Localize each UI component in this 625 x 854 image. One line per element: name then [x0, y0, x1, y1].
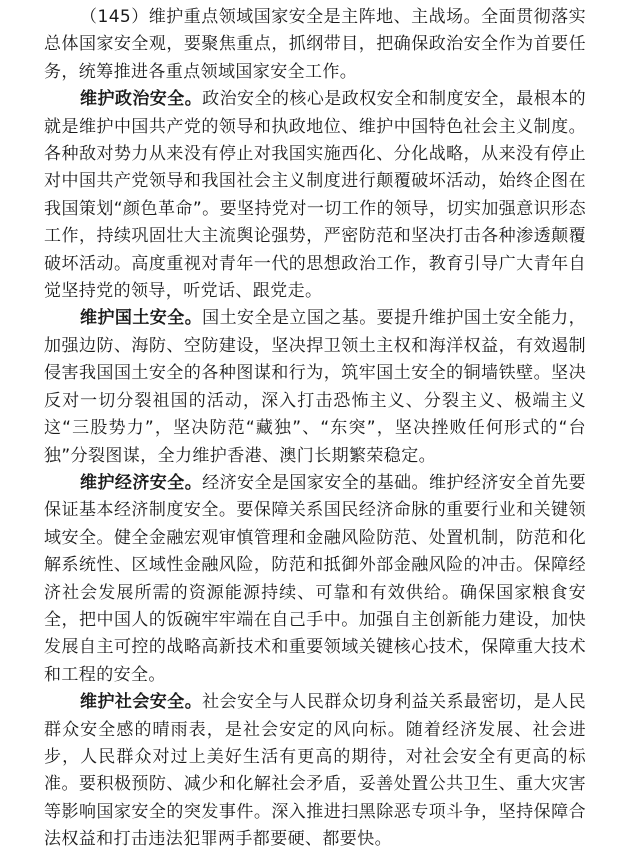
- paragraph-intro: [44, 4, 586, 86]
- paragraph-territorial-security: [44, 305, 586, 469]
- paragraph-economic-security-heading: 维护经济安全。: [80, 472, 203, 493]
- paragraph-intro-text: （145）维护重点领域国家安全是主阵地、主战场。全面贯彻落实总体国家安全观，要聚焦重点，抓纲带目，把确保政治安全作为首要任务，统筹推进各重点领域国家安全工作。: [44, 7, 586, 82]
- paragraph-political-security-text: 政治安全的核心是政权安全和制度安全，最根本的就是维护中国共产党的领导和执政地位、维护中国特色社会主义制度。各种敌对势力从来没有停止对我国实施西化、分化战略，从来没有停止对中国共产党领导和我国社会主义制度进行颠覆破坏活动，始终企图在我国策划“颜色革命”。要坚持党对一切工作的领导，切实加强意识形态工作，持续巩固壮大主流舆论强势，严密防范和坚决打击各种渗透颠覆破坏活动。高度重视对青年一代的思想政治工作，教育引导广大青年自觉坚持党的领导，听党话、跟党走。: [44, 89, 586, 302]
- paragraph-territorial-security-heading: 维护国土安全。: [80, 308, 203, 329]
- paragraph-economic-security: [44, 470, 586, 689]
- paragraph-social-security-text: 社会安全与人民群众切身利益关系最密切，是人民群众安全感的晴雨表，是社会安定的风向标。随着经济发展、社会进步，人民群众对过上美好生活有更高的期待，对社会安全有更高的标准。要积极预防、减少和化解社会矛盾，妥善处置公共卫生、重大灾害等影响国家安全的突发事件。深入推进扫黑除恶专项斗争，坚持保障合法权益和打击违法犯罪两手都要硬、都要快。: [44, 692, 586, 850]
- paragraph-political-security-heading: 维护政治安全。: [80, 89, 203, 110]
- paragraph-territorial-security-text: 国土安全是立国之基。要提升维护国土安全能力，加强边防、海防、空防建设，坚决捍卫领土主权和海洋权益，有效遏制侵害我国国土安全的各种图谋和行为，筑牢国土安全的铜墙铁壁。坚决反对一切分裂祖国的活动，深入打击恐怖主义、分裂主义、极端主义这“三股势力”，坚决防范“藏独”、“东突”，坚决挫败任何形式的“台独”分裂图谋，全力维护香港、澳门长期繁荣稳定。: [44, 308, 586, 466]
- paragraph-social-security-heading: 维护社会安全。: [80, 692, 203, 713]
- paragraph-economic-security-text: 经济安全是国家安全的基础。维护经济安全首先要保证基本经济制度安全。要保障关系国民经济命脉的重要行业和关键领域安全。健全金融宏观审慎管理和金融风险防范、处置机制，防范和化解系统性、区域性金融风险，防范和抵御外部金融风险的冲击。保障经济社会发展所需的资源能源持续、可靠和有效供给。确保国家粮食安全，把中国人的饭碗牢牢端在自己手中。加强自主创新能力建设，加快发展自主可控的战略高新技术和重要领域关键核心技术，保障重大技术和工程的安全。: [44, 472, 586, 685]
- document-body: [44, 4, 586, 854]
- paragraph-political-security: [44, 86, 586, 305]
